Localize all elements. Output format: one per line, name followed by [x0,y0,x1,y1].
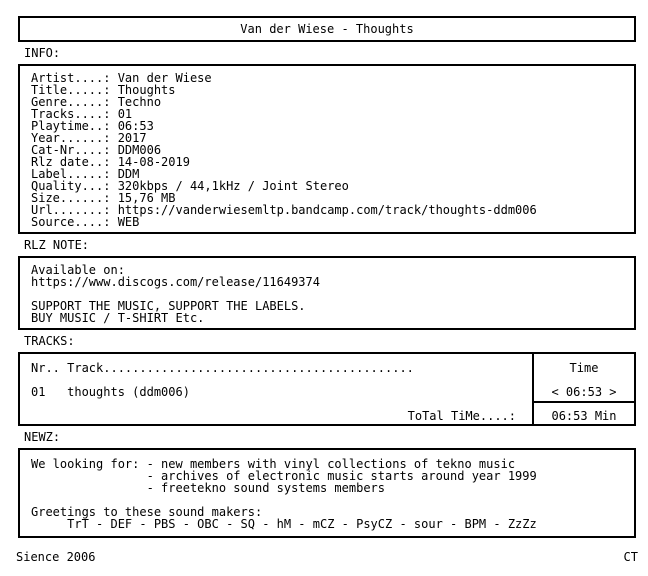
info-line: Tracks....: 01 [31,107,133,121]
tracks-header: Nr.. Track........................................... [31,361,414,375]
rlz-note-line: SUPPORT THE MUSIC, SUPPORT THE LABELS. [31,299,306,313]
info-line: Label.....: DDM [31,167,140,181]
tracks-box [18,352,636,426]
info-line: Size......: 15,76 MB [31,191,176,205]
info-line: Artist....: Van der Wiese [31,71,212,85]
newz-section-label: NEWZ: [24,430,61,444]
newz-line: TrT - DEF - PBS - OBC - SQ - hM - mCZ - PsyCZ - sour - BPM - ZzZz [31,517,537,531]
info-line: Year......: 2017 [31,131,147,145]
info-line: Cat-Nr....: DDM006 [31,143,162,157]
rlz-note-lines [31,264,634,324]
newz-box [18,448,636,538]
info-box [18,64,636,234]
info-lines [31,72,634,228]
rlz-note-section-label: RLZ NOTE: [24,238,90,252]
info-line: Rlz date..: 14-08-2019 [31,155,190,169]
tracks-section-label: TRACKS: [24,334,75,348]
info-line: Quality...: 320kbps / 44,1kHz / Joint Stereo [31,179,349,193]
newz-line: - archives of electronic music starts around year 1999 [31,469,537,483]
track-time: < 06:53 > [551,385,617,399]
track-row: 01 thoughts (ddm006) [31,385,190,399]
rlz-note-line: Available on: [31,263,125,277]
release-title: Van der Wiese - Thoughts [240,22,414,36]
rlz-note-line: BUY MUSIC / T-SHIRT Etc. [31,311,205,325]
rlz-note-line: https://www.discogs.com/release/11649374 [31,275,320,289]
title-box [18,16,636,42]
footer-left: Sience 2006 [16,550,96,564]
total-divider [532,401,634,403]
info-line: Genre.....: Techno [31,95,162,109]
total-time: 06:53 Min [551,409,617,423]
newz-line: - freetekno sound systems members [31,481,386,495]
info-line: Url.......: https://vanderwiesemltp.bandcamp.com/track/thoughts-ddm006 [31,203,537,217]
newz-line: We looking for: - new members with vinyl collections of tekno music [31,457,516,471]
total-time-label: ToTal TiMe....: [407,409,516,423]
info-section-label: INFO: [24,46,61,60]
newz-line: Greetings to these sound makers: [31,505,263,519]
info-line: Playtime..: 06:53 [31,119,154,133]
info-line: Title.....: Thoughts [31,83,176,97]
footer-right: CT [623,550,638,564]
newz-lines [31,458,634,530]
time-header: Time [569,361,599,375]
info-line: Source....: WEB [31,215,140,229]
rlz-note-box [18,256,636,330]
